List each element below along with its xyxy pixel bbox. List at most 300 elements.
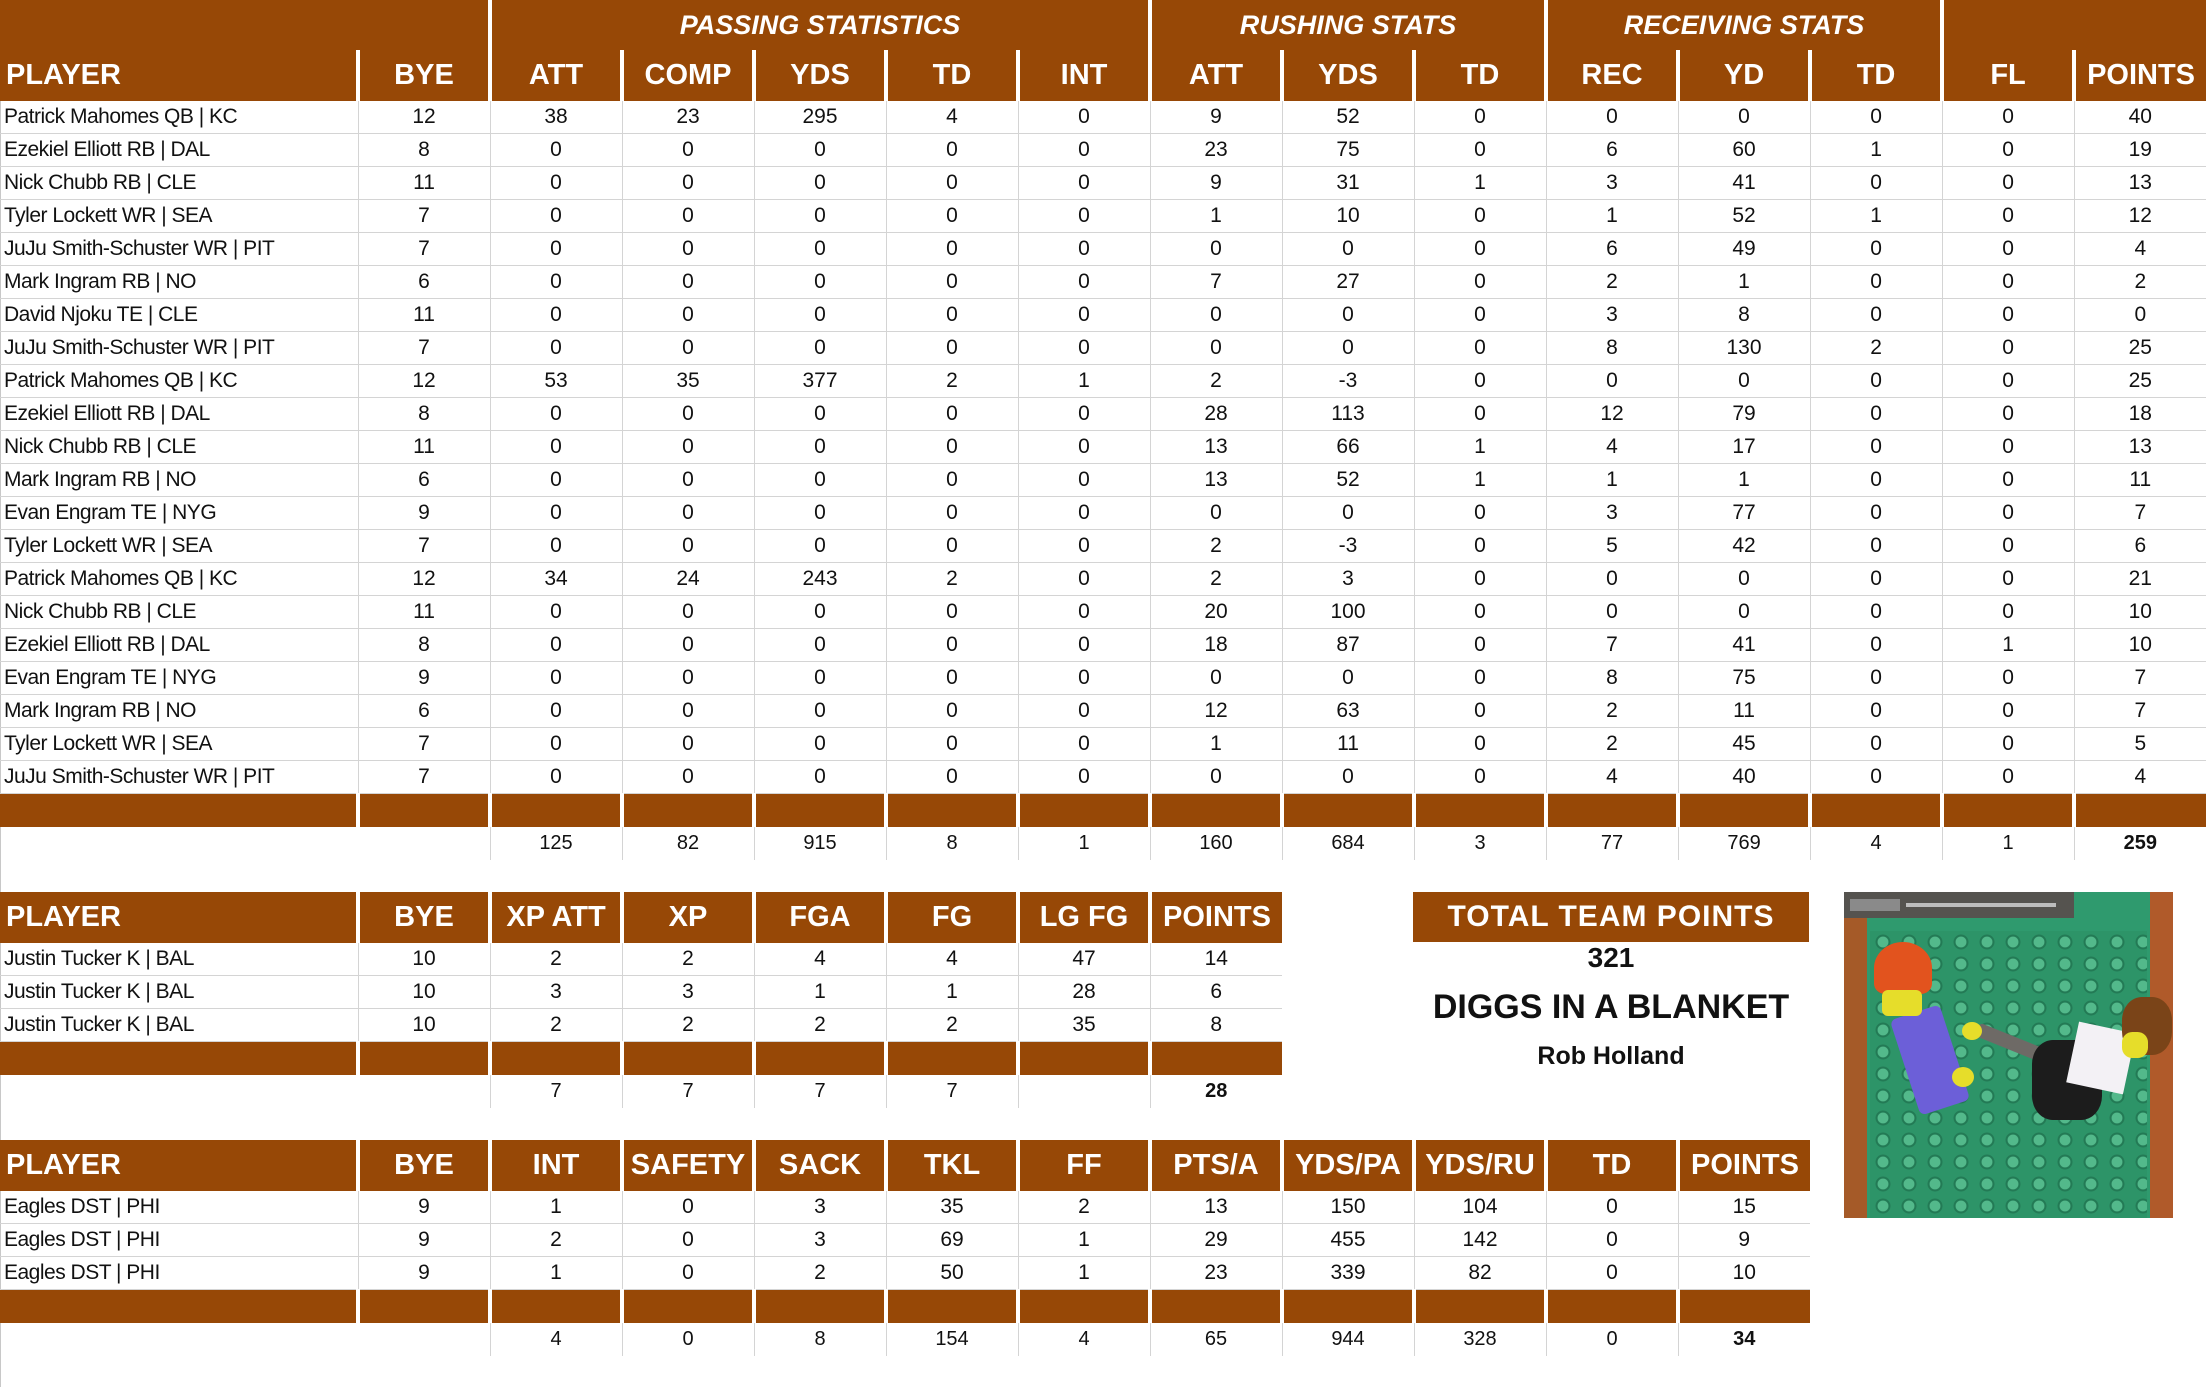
player-name-cell[interactable]: Ezekiel Elliott RB | DAL (0, 398, 358, 431)
stat-cell-rec[interactable]: 0 (1546, 101, 1678, 134)
player-name-cell[interactable]: Justin Tucker K | BAL (0, 1009, 358, 1042)
stat-cell-td[interactable]: 0 (886, 233, 1018, 266)
stat-cell-td[interactable]: 0 (886, 497, 1018, 530)
stat-cell-points[interactable]: 9 (1678, 1224, 1810, 1257)
stat-cell-bye[interactable]: 12 (358, 365, 490, 398)
stat-cell-bye[interactable]: 12 (358, 563, 490, 596)
stat-cell-td[interactable]: 0 (886, 695, 1018, 728)
stat-cell-points[interactable]: 2 (2074, 266, 2206, 299)
stat-cell-td[interactable]: 2 (886, 563, 1018, 596)
stat-cell-comp[interactable]: 24 (622, 563, 754, 596)
stat-cell-td[interactable]: 1 (1414, 464, 1546, 497)
stat-cell-bye[interactable]: 9 (358, 1224, 490, 1257)
stat-cell-att[interactable]: 9 (1150, 101, 1282, 134)
stat-cell-fl[interactable]: 0 (1942, 101, 2074, 134)
stat-cell-points[interactable]: 25 (2074, 365, 2206, 398)
stat-cell-rec[interactable]: 7 (1546, 629, 1678, 662)
stat-cell-sack[interactable]: 2 (754, 1257, 886, 1290)
stat-cell-bye[interactable]: 12 (358, 101, 490, 134)
stat-cell-td[interactable]: 0 (1414, 332, 1546, 365)
stat-cell-td[interactable]: 0 (1414, 299, 1546, 332)
stat-cell-yd[interactable]: 45 (1678, 728, 1810, 761)
stat-cell-comp[interactable]: 0 (622, 200, 754, 233)
stat-cell-td[interactable]: 0 (1546, 1191, 1678, 1224)
stat-cell-yds[interactable]: -3 (1282, 365, 1414, 398)
stat-cell-int[interactable]: 0 (1018, 497, 1150, 530)
stat-cell-att[interactable]: 0 (490, 266, 622, 299)
stat-cell-comp[interactable]: 0 (622, 497, 754, 530)
stat-cell-td[interactable]: 1 (1810, 200, 1942, 233)
stat-cell-att[interactable]: 0 (490, 332, 622, 365)
stat-cell-td[interactable]: 0 (1810, 563, 1942, 596)
stat-cell-xp-att[interactable]: 2 (490, 943, 622, 976)
stat-cell-lg-fg[interactable]: 35 (1018, 1009, 1150, 1042)
stat-cell-yd[interactable]: 79 (1678, 398, 1810, 431)
stat-cell-bye[interactable]: 7 (358, 728, 490, 761)
stat-cell-comp[interactable]: 0 (622, 761, 754, 794)
stat-cell-att[interactable]: 18 (1150, 629, 1282, 662)
stat-cell-comp[interactable]: 0 (622, 596, 754, 629)
stat-cell-xp[interactable]: 3 (622, 976, 754, 1009)
stat-cell-comp[interactable]: 0 (622, 134, 754, 167)
stat-cell-int[interactable]: 0 (1018, 167, 1150, 200)
stat-cell-rec[interactable]: 3 (1546, 299, 1678, 332)
stat-cell-bye[interactable]: 7 (358, 332, 490, 365)
stat-cell-td[interactable]: 0 (1810, 629, 1942, 662)
player-name-cell[interactable]: Eagles DST | PHI (0, 1257, 358, 1290)
stat-cell-yd[interactable]: 60 (1678, 134, 1810, 167)
stat-cell-att[interactable]: 53 (490, 365, 622, 398)
stat-cell-int[interactable]: 0 (1018, 629, 1150, 662)
stat-cell-comp[interactable]: 0 (622, 431, 754, 464)
stat-cell-int[interactable]: 0 (1018, 233, 1150, 266)
player-name-cell[interactable]: Justin Tucker K | BAL (0, 943, 358, 976)
stat-cell-yd[interactable]: 42 (1678, 530, 1810, 563)
stat-cell-att[interactable]: 23 (1150, 134, 1282, 167)
stat-cell-fg[interactable]: 1 (886, 976, 1018, 1009)
stat-cell-yds[interactable]: 377 (754, 365, 886, 398)
stat-cell-td[interactable]: 0 (1414, 233, 1546, 266)
stat-cell-att[interactable]: 0 (490, 431, 622, 464)
stat-cell-rec[interactable]: 8 (1546, 332, 1678, 365)
stat-cell-td[interactable]: 0 (1810, 695, 1942, 728)
stat-cell-att[interactable]: 13 (1150, 464, 1282, 497)
stat-cell-td[interactable]: 0 (1414, 761, 1546, 794)
stat-cell-td[interactable]: 0 (1810, 431, 1942, 464)
stat-cell-rec[interactable]: 8 (1546, 662, 1678, 695)
stat-cell-yds[interactable]: 52 (1282, 101, 1414, 134)
stat-cell-bye[interactable]: 7 (358, 200, 490, 233)
stat-cell-att[interactable]: 0 (1150, 332, 1282, 365)
stat-cell-yd[interactable]: 41 (1678, 629, 1810, 662)
player-name-cell[interactable]: JuJu Smith-Schuster WR | PIT (0, 332, 358, 365)
stat-cell-fga[interactable]: 2 (754, 1009, 886, 1042)
stat-cell-yds[interactable]: 0 (754, 266, 886, 299)
stat-cell-att[interactable]: 20 (1150, 596, 1282, 629)
stat-cell-yd[interactable]: 0 (1678, 596, 1810, 629)
stat-cell-yds[interactable]: 66 (1282, 431, 1414, 464)
stat-cell-yds[interactable]: 0 (754, 299, 886, 332)
stat-cell-td[interactable]: 0 (1810, 167, 1942, 200)
stat-cell-td[interactable]: 0 (886, 167, 1018, 200)
stat-cell-yds[interactable]: 31 (1282, 167, 1414, 200)
player-name-cell[interactable]: Evan Engram TE | NYG (0, 662, 358, 695)
stat-cell-td[interactable]: 2 (886, 365, 1018, 398)
stat-cell-comp[interactable]: 0 (622, 299, 754, 332)
stat-cell-td[interactable]: 0 (886, 200, 1018, 233)
stat-cell-yds-ru[interactable]: 82 (1414, 1257, 1546, 1290)
stat-cell-bye[interactable]: 10 (358, 943, 490, 976)
player-name-cell[interactable]: Evan Engram TE | NYG (0, 497, 358, 530)
stat-cell-points[interactable]: 13 (2074, 431, 2206, 464)
stat-cell-comp[interactable]: 0 (622, 167, 754, 200)
stat-cell-points[interactable]: 4 (2074, 761, 2206, 794)
stat-cell-td[interactable]: 0 (886, 431, 1018, 464)
player-name-cell[interactable]: Ezekiel Elliott RB | DAL (0, 629, 358, 662)
stat-cell-bye[interactable]: 6 (358, 695, 490, 728)
stat-cell-yds[interactable]: 3 (1282, 563, 1414, 596)
stat-cell-att[interactable]: 7 (1150, 266, 1282, 299)
stat-cell-comp[interactable]: 0 (622, 266, 754, 299)
stat-cell-ff[interactable]: 1 (1018, 1257, 1150, 1290)
stat-cell-points[interactable]: 10 (1678, 1257, 1810, 1290)
stat-cell-yds-pa[interactable]: 339 (1282, 1257, 1414, 1290)
stat-cell-td[interactable]: 0 (1414, 530, 1546, 563)
stat-cell-fl[interactable]: 0 (1942, 365, 2074, 398)
stat-cell-comp[interactable]: 0 (622, 464, 754, 497)
stat-cell-points[interactable]: 21 (2074, 563, 2206, 596)
stat-cell-fl[interactable]: 0 (1942, 134, 2074, 167)
stat-cell-rec[interactable]: 1 (1546, 464, 1678, 497)
player-name-cell[interactable]: Mark Ingram RB | NO (0, 695, 358, 728)
stat-cell-int[interactable]: 1 (1018, 365, 1150, 398)
stat-cell-fl[interactable]: 0 (1942, 431, 2074, 464)
stat-cell-fl[interactable]: 0 (1942, 299, 2074, 332)
stat-cell-comp[interactable]: 0 (622, 695, 754, 728)
stat-cell-att[interactable]: 38 (490, 101, 622, 134)
stat-cell-yds[interactable]: 0 (1282, 332, 1414, 365)
stat-cell-td[interactable]: 0 (1810, 662, 1942, 695)
stat-cell-bye[interactable]: 8 (358, 398, 490, 431)
stat-cell-att[interactable]: 0 (490, 728, 622, 761)
stat-cell-yds[interactable]: 75 (1282, 134, 1414, 167)
stat-cell-yds[interactable]: 100 (1282, 596, 1414, 629)
stat-cell-td[interactable]: 0 (1414, 200, 1546, 233)
stat-cell-td[interactable]: 0 (886, 662, 1018, 695)
player-name-cell[interactable]: Nick Chubb RB | CLE (0, 431, 358, 464)
stat-cell-att[interactable]: 12 (1150, 695, 1282, 728)
stat-cell-yd[interactable]: 49 (1678, 233, 1810, 266)
stat-cell-td[interactable]: 0 (1414, 662, 1546, 695)
stat-cell-comp[interactable]: 0 (622, 662, 754, 695)
stat-cell-att[interactable]: 2 (1150, 365, 1282, 398)
stat-cell-fg[interactable]: 2 (886, 1009, 1018, 1042)
stat-cell-yd[interactable]: 8 (1678, 299, 1810, 332)
stat-cell-rec[interactable]: 6 (1546, 233, 1678, 266)
stat-cell-int[interactable]: 0 (1018, 695, 1150, 728)
stat-cell-att[interactable]: 1 (1150, 200, 1282, 233)
stat-cell-td[interactable]: 0 (1810, 596, 1942, 629)
stat-cell-td[interactable]: 4 (886, 101, 1018, 134)
player-name-cell[interactable]: JuJu Smith-Schuster WR | PIT (0, 761, 358, 794)
stat-cell-yds[interactable]: 0 (754, 332, 886, 365)
stat-cell-att[interactable]: 0 (490, 299, 622, 332)
stat-cell-att[interactable]: 0 (1150, 761, 1282, 794)
stat-cell-int[interactable]: 0 (1018, 596, 1150, 629)
stat-cell-xp-att[interactable]: 3 (490, 976, 622, 1009)
stat-cell-att[interactable]: 0 (490, 761, 622, 794)
stat-cell-att[interactable]: 0 (490, 662, 622, 695)
stat-cell-bye[interactable]: 7 (358, 761, 490, 794)
stat-cell-yd[interactable]: 77 (1678, 497, 1810, 530)
stat-cell-att[interactable]: 34 (490, 563, 622, 596)
stat-cell-points[interactable]: 7 (2074, 695, 2206, 728)
stat-cell-td[interactable]: 0 (1414, 596, 1546, 629)
player-name-cell[interactable]: Tyler Lockett WR | SEA (0, 728, 358, 761)
stat-cell-int[interactable]: 0 (1018, 134, 1150, 167)
stat-cell-points[interactable]: 7 (2074, 497, 2206, 530)
stat-cell-td[interactable]: 0 (1810, 464, 1942, 497)
stat-cell-td[interactable]: 0 (886, 332, 1018, 365)
stat-cell-yds[interactable]: 0 (1282, 497, 1414, 530)
stat-cell-bye[interactable]: 8 (358, 629, 490, 662)
stat-cell-tkl[interactable]: 35 (886, 1191, 1018, 1224)
stat-cell-td[interactable]: 0 (1810, 761, 1942, 794)
stat-cell-yds[interactable]: 27 (1282, 266, 1414, 299)
stat-cell-comp[interactable]: 0 (622, 530, 754, 563)
stat-cell-pts-a[interactable]: 23 (1150, 1257, 1282, 1290)
stat-cell-bye[interactable]: 10 (358, 976, 490, 1009)
stat-cell-points[interactable]: 6 (2074, 530, 2206, 563)
stat-cell-bye[interactable]: 9 (358, 1257, 490, 1290)
stat-cell-rec[interactable]: 12 (1546, 398, 1678, 431)
stat-cell-bye[interactable]: 7 (358, 530, 490, 563)
stat-cell-bye[interactable]: 7 (358, 233, 490, 266)
stat-cell-int[interactable]: 0 (1018, 398, 1150, 431)
stat-cell-td[interactable]: 0 (886, 728, 1018, 761)
stat-cell-att[interactable]: 2 (1150, 563, 1282, 596)
stat-cell-rec[interactable]: 1 (1546, 200, 1678, 233)
stat-cell-int[interactable]: 1 (490, 1191, 622, 1224)
stat-cell-att[interactable]: 0 (1150, 233, 1282, 266)
stat-cell-points[interactable]: 7 (2074, 662, 2206, 695)
stat-cell-fl[interactable]: 0 (1942, 200, 2074, 233)
stat-cell-td[interactable]: 0 (886, 761, 1018, 794)
stat-cell-yd[interactable]: 130 (1678, 332, 1810, 365)
stat-cell-bye[interactable]: 9 (358, 662, 490, 695)
stat-cell-yds[interactable]: 0 (754, 497, 886, 530)
stat-cell-td[interactable]: 0 (1810, 266, 1942, 299)
player-name-cell[interactable]: Mark Ingram RB | NO (0, 464, 358, 497)
stat-cell-td[interactable]: 0 (1810, 365, 1942, 398)
stat-cell-bye[interactable]: 11 (358, 167, 490, 200)
stat-cell-tkl[interactable]: 50 (886, 1257, 1018, 1290)
stat-cell-yds[interactable]: -3 (1282, 530, 1414, 563)
stat-cell-safety[interactable]: 0 (622, 1224, 754, 1257)
stat-cell-yds[interactable]: 0 (754, 200, 886, 233)
stat-cell-tkl[interactable]: 69 (886, 1224, 1018, 1257)
player-name-cell[interactable]: David Njoku TE | CLE (0, 299, 358, 332)
stat-cell-fg[interactable]: 4 (886, 943, 1018, 976)
stat-cell-points[interactable]: 10 (2074, 629, 2206, 662)
stat-cell-fl[interactable]: 0 (1942, 563, 2074, 596)
stat-cell-yds[interactable]: 0 (754, 761, 886, 794)
stat-cell-sack[interactable]: 3 (754, 1191, 886, 1224)
stat-cell-fl[interactable]: 0 (1942, 662, 2074, 695)
stat-cell-td[interactable]: 0 (886, 464, 1018, 497)
stat-cell-yd[interactable]: 52 (1678, 200, 1810, 233)
stat-cell-fl[interactable]: 0 (1942, 728, 2074, 761)
stat-cell-fl[interactable]: 0 (1942, 233, 2074, 266)
stat-cell-int[interactable]: 0 (1018, 662, 1150, 695)
stat-cell-td[interactable]: 0 (1414, 563, 1546, 596)
stat-cell-rec[interactable]: 6 (1546, 134, 1678, 167)
stat-cell-td[interactable]: 1 (1414, 167, 1546, 200)
stat-cell-safety[interactable]: 0 (622, 1191, 754, 1224)
stat-cell-td[interactable]: 0 (1810, 101, 1942, 134)
stat-cell-int[interactable]: 0 (1018, 266, 1150, 299)
stat-cell-att[interactable]: 2 (1150, 530, 1282, 563)
stat-cell-yds-pa[interactable]: 455 (1282, 1224, 1414, 1257)
stat-cell-td[interactable]: 0 (886, 134, 1018, 167)
stat-cell-yds[interactable]: 0 (1282, 761, 1414, 794)
stat-cell-safety[interactable]: 0 (622, 1257, 754, 1290)
player-name-cell[interactable]: Patrick Mahomes QB | KC (0, 365, 358, 398)
stat-cell-yds-pa[interactable]: 150 (1282, 1191, 1414, 1224)
stat-cell-comp[interactable]: 0 (622, 629, 754, 662)
stat-cell-xp[interactable]: 2 (622, 943, 754, 976)
stat-cell-yds[interactable]: 63 (1282, 695, 1414, 728)
player-name-cell[interactable]: Nick Chubb RB | CLE (0, 167, 358, 200)
stat-cell-fl[interactable]: 0 (1942, 464, 2074, 497)
player-name-cell[interactable]: JuJu Smith-Schuster WR | PIT (0, 233, 358, 266)
stat-cell-points[interactable]: 14 (1150, 943, 1282, 976)
stat-cell-yd[interactable]: 0 (1678, 563, 1810, 596)
stat-cell-att[interactable]: 9 (1150, 167, 1282, 200)
stat-cell-yd[interactable]: 75 (1678, 662, 1810, 695)
stat-cell-td[interactable]: 0 (886, 398, 1018, 431)
stat-cell-fl[interactable]: 0 (1942, 761, 2074, 794)
stat-cell-yds[interactable]: 243 (754, 563, 886, 596)
stat-cell-yds[interactable]: 0 (754, 530, 886, 563)
stat-cell-rec[interactable]: 4 (1546, 761, 1678, 794)
stat-cell-td[interactable]: 0 (1414, 497, 1546, 530)
stat-cell-fl[interactable]: 0 (1942, 596, 2074, 629)
stat-cell-att[interactable]: 1 (1150, 728, 1282, 761)
stat-cell-rec[interactable]: 5 (1546, 530, 1678, 563)
stat-cell-sack[interactable]: 3 (754, 1224, 886, 1257)
stat-cell-lg-fg[interactable]: 47 (1018, 943, 1150, 976)
player-name-cell[interactable]: Nick Chubb RB | CLE (0, 596, 358, 629)
stat-cell-int[interactable]: 2 (490, 1224, 622, 1257)
stat-cell-fl[interactable]: 1 (1942, 629, 2074, 662)
player-name-cell[interactable]: Eagles DST | PHI (0, 1191, 358, 1224)
stat-cell-fga[interactable]: 1 (754, 976, 886, 1009)
stat-cell-td[interactable]: 0 (1810, 398, 1942, 431)
stat-cell-int[interactable]: 0 (1018, 728, 1150, 761)
stat-cell-td[interactable]: 0 (1414, 101, 1546, 134)
stat-cell-int[interactable]: 0 (1018, 299, 1150, 332)
stat-cell-fl[interactable]: 0 (1942, 266, 2074, 299)
stat-cell-att[interactable]: 0 (490, 134, 622, 167)
player-name-cell[interactable]: Patrick Mahomes QB | KC (0, 563, 358, 596)
stat-cell-att[interactable]: 0 (1150, 662, 1282, 695)
stat-cell-fl[interactable]: 0 (1942, 332, 2074, 365)
stat-cell-rec[interactable]: 0 (1546, 596, 1678, 629)
stat-cell-yds[interactable]: 0 (754, 662, 886, 695)
stat-cell-points[interactable]: 25 (2074, 332, 2206, 365)
stat-cell-int[interactable]: 0 (1018, 761, 1150, 794)
stat-cell-points[interactable]: 4 (2074, 233, 2206, 266)
stat-cell-yds[interactable]: 0 (754, 695, 886, 728)
stat-cell-bye[interactable]: 6 (358, 266, 490, 299)
stat-cell-yd[interactable]: 41 (1678, 167, 1810, 200)
stat-cell-att[interactable]: 0 (490, 530, 622, 563)
stat-cell-pts-a[interactable]: 29 (1150, 1224, 1282, 1257)
stat-cell-att[interactable]: 0 (490, 695, 622, 728)
stat-cell-points[interactable]: 15 (1678, 1191, 1810, 1224)
stat-cell-yds[interactable]: 0 (1282, 662, 1414, 695)
stat-cell-att[interactable]: 0 (490, 200, 622, 233)
stat-cell-fl[interactable]: 0 (1942, 497, 2074, 530)
stat-cell-rec[interactable]: 0 (1546, 365, 1678, 398)
stat-cell-fl[interactable]: 0 (1942, 530, 2074, 563)
stat-cell-fl[interactable]: 0 (1942, 167, 2074, 200)
stat-cell-bye[interactable]: 10 (358, 1009, 490, 1042)
stat-cell-comp[interactable]: 0 (622, 728, 754, 761)
stat-cell-yds[interactable]: 11 (1282, 728, 1414, 761)
stat-cell-rec[interactable]: 2 (1546, 728, 1678, 761)
stat-cell-td[interactable]: 0 (1414, 728, 1546, 761)
stat-cell-ff[interactable]: 2 (1018, 1191, 1150, 1224)
stat-cell-att[interactable]: 0 (490, 233, 622, 266)
stat-cell-td[interactable]: 0 (1546, 1257, 1678, 1290)
stat-cell-bye[interactable]: 9 (358, 1191, 490, 1224)
stat-cell-att[interactable]: 0 (490, 464, 622, 497)
stat-cell-yds[interactable]: 113 (1282, 398, 1414, 431)
stat-cell-rec[interactable]: 2 (1546, 695, 1678, 728)
stat-cell-fga[interactable]: 4 (754, 943, 886, 976)
stat-cell-td[interactable]: 1 (1810, 134, 1942, 167)
stat-cell-yd[interactable]: 0 (1678, 101, 1810, 134)
stat-cell-att[interactable]: 0 (490, 629, 622, 662)
stat-cell-td[interactable]: 0 (1810, 299, 1942, 332)
stat-cell-td[interactable]: 0 (1810, 497, 1942, 530)
stat-cell-fl[interactable]: 0 (1942, 398, 2074, 431)
player-name-cell[interactable]: Tyler Lockett WR | SEA (0, 200, 358, 233)
stat-cell-bye[interactable]: 11 (358, 299, 490, 332)
stat-cell-td[interactable]: 0 (886, 629, 1018, 662)
stat-cell-points[interactable]: 19 (2074, 134, 2206, 167)
stat-cell-yds[interactable]: 10 (1282, 200, 1414, 233)
stat-cell-xp[interactable]: 2 (622, 1009, 754, 1042)
stat-cell-yd[interactable]: 11 (1678, 695, 1810, 728)
player-name-cell[interactable]: Mark Ingram RB | NO (0, 266, 358, 299)
stat-cell-td[interactable]: 2 (1810, 332, 1942, 365)
stat-cell-att[interactable]: 0 (1150, 299, 1282, 332)
stat-cell-rec[interactable]: 3 (1546, 167, 1678, 200)
stat-cell-int[interactable]: 0 (1018, 332, 1150, 365)
stat-cell-td[interactable]: 0 (1414, 629, 1546, 662)
stat-cell-td[interactable]: 0 (1414, 365, 1546, 398)
stat-cell-yds[interactable]: 0 (754, 167, 886, 200)
stat-cell-td[interactable]: 0 (886, 530, 1018, 563)
player-name-cell[interactable]: Ezekiel Elliott RB | DAL (0, 134, 358, 167)
stat-cell-td[interactable]: 0 (886, 266, 1018, 299)
stat-cell-fl[interactable]: 0 (1942, 695, 2074, 728)
stat-cell-yd[interactable]: 1 (1678, 266, 1810, 299)
stat-cell-xp-att[interactable]: 2 (490, 1009, 622, 1042)
